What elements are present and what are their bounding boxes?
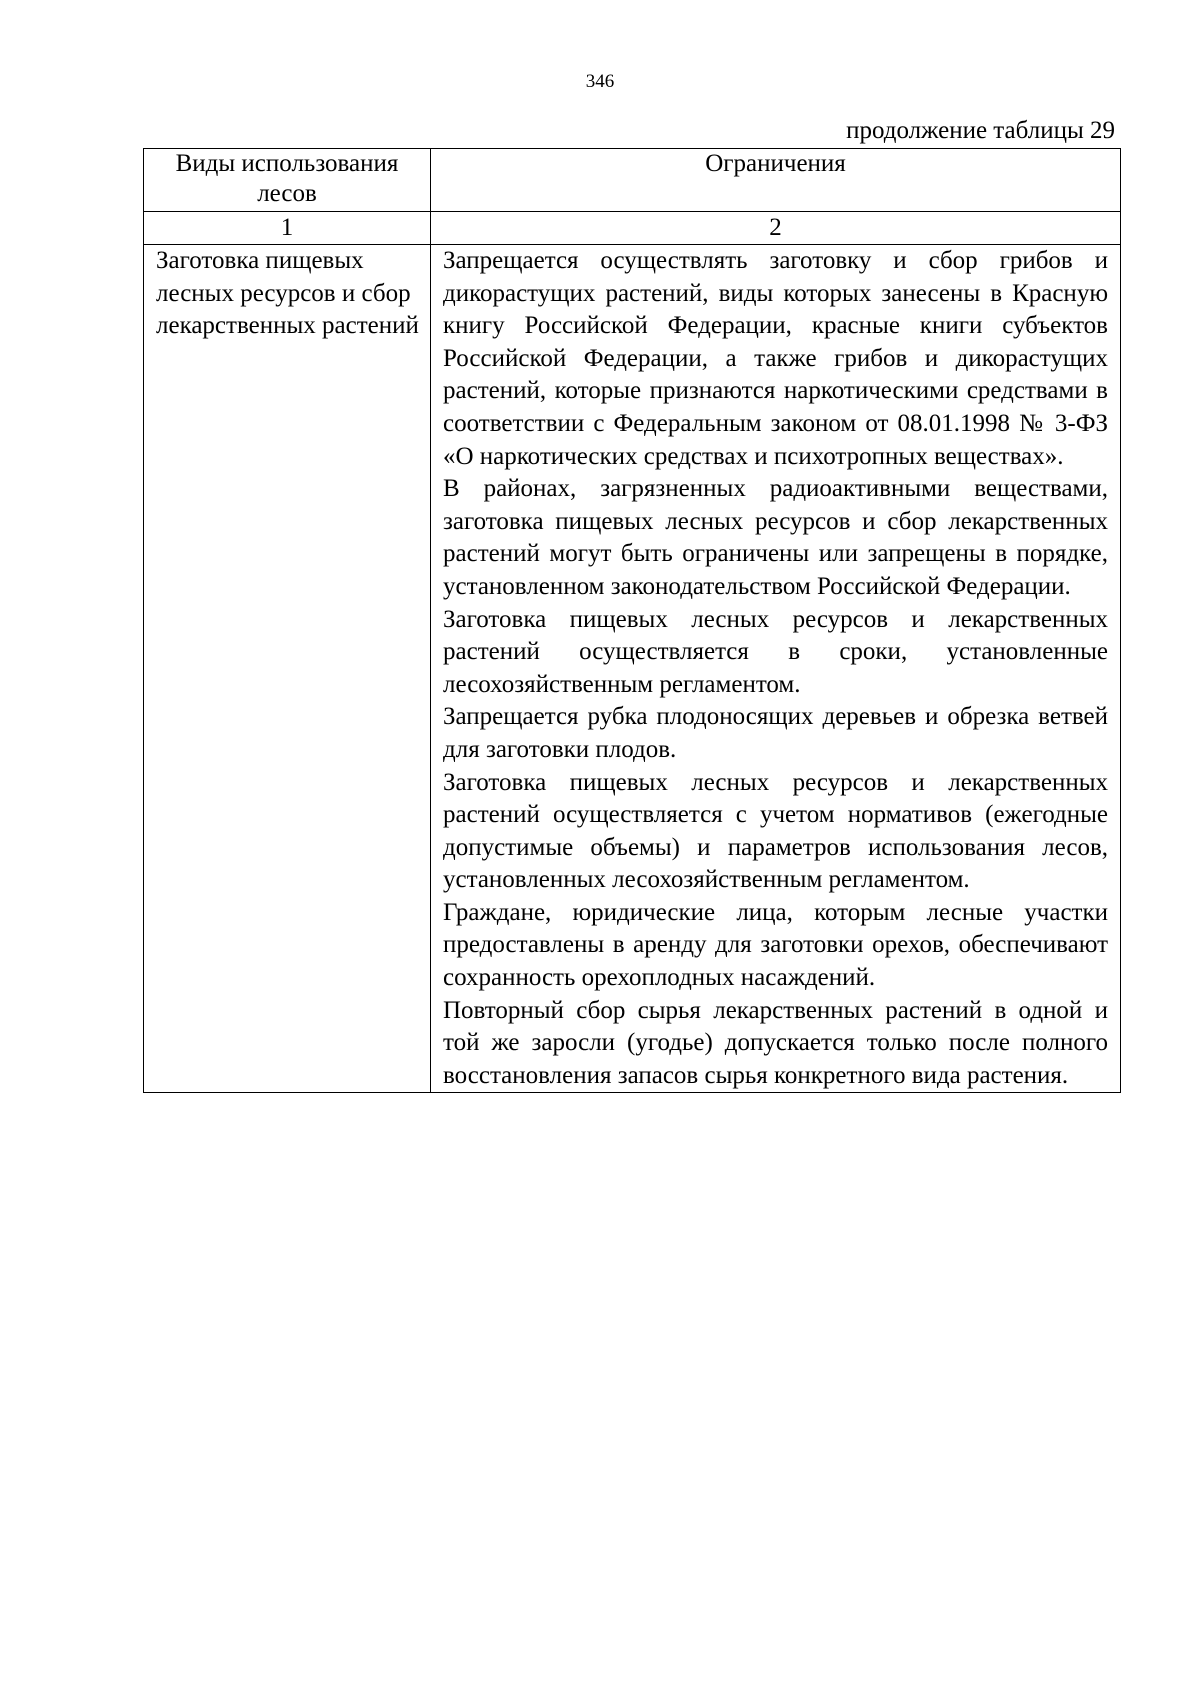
column-header-forest-use: Виды использования лесов [144, 149, 431, 212]
restriction-paragraph: Запрещается рубка плодоносящих деревьев и обрезка ветвей для заготовки плодов. [443, 703, 1108, 763]
restriction-paragraph: Запрещается осуществлять заготовку и сбор грибов и дикорастущих растений, виды которых занесены в Красную книгу Российской Федерации, красные книги субъектов Российской Федерации, а также грибов и дикорастущих растений, которые признаются наркотическими средствами в соответствии с Федеральным законом от 08.01.1998 № 3-ФЗ «О наркотических средствах и психотропных веществах». [443, 247, 1108, 470]
table-continuation-label: продолжение таблицы 29 [846, 117, 1115, 144]
table-header-row [144, 149, 1121, 212]
restriction-paragraph: Повторный сбор сырья лекарственных растений в одной и той же заросли (угодье) допускается только после полного восстановления запасов сырья конкретного вида растения. [443, 996, 1108, 1089]
restriction-paragraph: Граждане, юридические лица, которым лесные участки предоставлены в аренду для заготовки орехов, обеспечивают сохранность орехоплодных насаждений. [443, 898, 1108, 992]
column-number-1: 1 [144, 212, 431, 245]
forest-use-type-cell: Заготовка пищевых лесных ресурсов и сбор лекарственных растений [144, 245, 431, 1093]
column-number-2: 2 [431, 212, 1121, 245]
column-header-restrictions: Ограничения [431, 149, 1121, 212]
column-number-row [144, 212, 1121, 245]
restriction-paragraph: В районах, загрязненных радиоактивными веществами, заготовка пищевых лесных ресурсов и сбор лекарственных растений могут быть ограничены или запрещены в порядке, установленном законодательством Российской Федерации. [443, 475, 1108, 600]
table-row [144, 245, 1121, 1093]
restriction-paragraph: Заготовка пищевых лесных ресурсов и лекарственных растений осуществляется с учетом нормативов (ежегодные допустимые объемы) и параметров использования лесов, установленных лесохозяйственным регламентом. [443, 768, 1108, 894]
restriction-paragraph: Заготовка пищевых лесных ресурсов и лекарственных растений осуществляется в сроки, установленные лесохозяйственным регламентом. [443, 605, 1108, 698]
restrictions-table [143, 148, 1121, 1093]
page-number: 346 [585, 71, 615, 92]
restrictions-cell [431, 245, 1121, 1093]
